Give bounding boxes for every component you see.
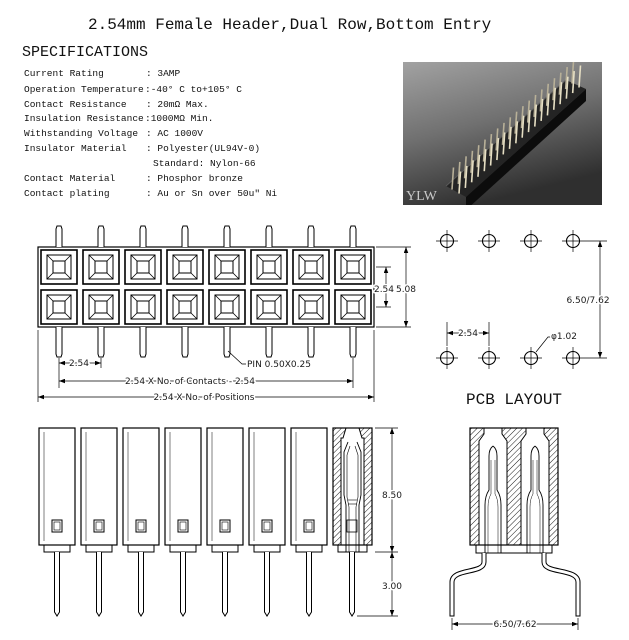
front-view-cell-opening [137, 301, 149, 313]
front-view-funnel-edge [47, 255, 53, 261]
end-view-pin-outline [544, 553, 578, 616]
side-view-housing [123, 428, 159, 545]
section-contact-inner [355, 446, 358, 552]
section-foot [338, 545, 367, 552]
side-view-housing-foot [170, 545, 196, 552]
front-view-drawing [38, 226, 411, 402]
front-view-funnel-edge [191, 313, 197, 319]
section-contact [357, 442, 361, 552]
front-view-funnel-edge [233, 313, 239, 319]
spec-value: : Phosphor bronze [146, 173, 243, 184]
front-view-funnel-edge [233, 273, 239, 279]
front-view-funnel-edge [299, 295, 305, 301]
front-view-cell-opening [95, 301, 107, 313]
front-view-funnel-edge [275, 255, 281, 261]
front-view-funnel-edge [341, 273, 347, 279]
front-view-funnel-edge [257, 295, 263, 301]
front-view-cell-opening [347, 301, 359, 313]
section-contact-inner [347, 446, 350, 552]
end-view-foot [476, 545, 552, 553]
front-view-funnel-edge [173, 313, 179, 319]
front-view-cell-opening [179, 261, 191, 273]
front-view-bottom-pin [224, 327, 230, 357]
side-view-housing-foot [86, 545, 112, 552]
end-view-drawing [450, 428, 581, 630]
front-view-cell-opening [221, 261, 233, 273]
pcb-pitch-label: 2.54 [457, 329, 479, 339]
front-view-funnel-edge [215, 255, 221, 261]
front-view-cell-opening [179, 301, 191, 313]
positions-length-label: 2.54 X No. of Positions [153, 393, 255, 403]
spec-label: Contact plating [24, 188, 110, 199]
end-view-contact-inner [537, 460, 540, 553]
spec-label: Insulator Material [24, 143, 127, 154]
total-width-label: 5.08 [395, 285, 417, 295]
front-view-funnel-edge [317, 295, 323, 301]
front-view-funnel-edge [65, 295, 71, 301]
front-view-top-pin [56, 226, 62, 247]
section-window [347, 520, 357, 532]
front-view-funnel-edge [149, 295, 155, 301]
end-view-pin-outline [452, 553, 484, 616]
section-pin [350, 552, 355, 616]
front-view-funnel-edge [359, 313, 365, 319]
front-view-funnel-edge [131, 295, 137, 301]
height-label: 8.50 [381, 491, 403, 501]
front-view-cell-opening [347, 261, 359, 273]
side-view-drawing [39, 428, 398, 616]
front-view-funnel-edge [317, 273, 323, 279]
front-view-funnel-edge [341, 313, 347, 319]
spec-label: Insulation Resistance [24, 113, 144, 124]
front-view-top-pin [182, 226, 188, 247]
front-view-top-pin [308, 226, 314, 247]
end-view-pin-body [544, 553, 578, 616]
front-view-top-pin [140, 226, 146, 247]
front-view-top-pin [266, 226, 272, 247]
front-view-funnel-edge [191, 273, 197, 279]
side-view-pin [307, 552, 312, 616]
front-view-funnel-edge [191, 255, 197, 261]
front-view-funnel-edge [107, 273, 113, 279]
hole-diameter-leader [536, 337, 551, 352]
front-view-funnel-edge [341, 295, 347, 301]
front-view-funnel-edge [65, 313, 71, 319]
spec-value: :1000MΩ Min. [145, 113, 214, 124]
front-view-funnel-edge [233, 255, 239, 261]
front-view-funnel-edge [173, 273, 179, 279]
spec-value: : 20mΩ Max. [146, 99, 209, 110]
front-view-cell-opening [263, 261, 275, 273]
pitch-label: 2.54 [68, 359, 90, 369]
spec-label: Withstanding Voltage [24, 128, 139, 139]
side-view-pin [223, 552, 228, 616]
front-view-funnel-edge [317, 313, 323, 319]
photo-watermark: YLW [406, 189, 437, 204]
front-view-cell-opening [263, 301, 275, 313]
side-view-housing [249, 428, 285, 545]
front-view-funnel-edge [215, 313, 221, 319]
front-view-funnel-edge [299, 273, 305, 279]
side-view-window-inner [264, 522, 270, 530]
front-view-cell-opening [53, 301, 65, 313]
front-view-funnel-edge [89, 255, 95, 261]
front-view-funnel-edge [257, 255, 263, 261]
side-view-window-inner [222, 522, 228, 530]
front-view-funnel-edge [131, 255, 137, 261]
front-view-cell-opening [305, 301, 317, 313]
pin-length-label: 3.00 [381, 582, 403, 592]
front-view-funnel-edge [47, 313, 53, 319]
front-view-funnel-edge [215, 295, 221, 301]
front-view-funnel-edge [149, 273, 155, 279]
product-photo [403, 62, 602, 211]
specifications [22, 44, 277, 199]
side-view-window-inner [138, 522, 144, 530]
front-view-funnel-edge [299, 313, 305, 319]
end-view-right-wall [544, 428, 558, 545]
front-view-funnel-edge [131, 313, 137, 319]
front-view-funnel-edge [173, 255, 179, 261]
spec-label: Contact Resistance [24, 99, 127, 110]
row-spacing-label: 6.50/7.62 [566, 296, 610, 306]
front-view-funnel-edge [359, 273, 365, 279]
front-view-bottom-pin [140, 327, 146, 357]
specifications-heading: SPECIFICATIONS [22, 44, 149, 61]
front-view-funnel-edge [47, 295, 53, 301]
hole-diameter-label: φ1.02 [551, 332, 577, 342]
front-view-funnel-edge [149, 313, 155, 319]
front-view-funnel-edge [257, 273, 263, 279]
front-view-funnel-edge [191, 295, 197, 301]
front-view-funnel-edge [89, 313, 95, 319]
end-view-contact-inner [530, 460, 533, 553]
front-view-funnel-edge [215, 273, 221, 279]
end-view-contact-inner [495, 460, 498, 553]
front-view-top-pin [98, 226, 104, 247]
side-view-pin [55, 552, 60, 616]
front-view-cell-opening [95, 261, 107, 273]
side-view-pin [97, 552, 102, 616]
front-view-funnel-edge [275, 313, 281, 319]
section-contact [344, 442, 348, 552]
front-view-top-pin [350, 226, 356, 247]
spec-value-continuation: Standard: Nylon-66 [153, 158, 256, 169]
side-view-window-inner [306, 522, 312, 530]
front-view-funnel-edge [359, 255, 365, 261]
front-view-bottom-pin [56, 327, 62, 357]
front-view-bottom-pin [266, 327, 272, 357]
front-view-body [38, 247, 374, 327]
front-view-funnel-edge [65, 273, 71, 279]
spec-label: Current Rating [24, 68, 104, 79]
side-view-window-inner [180, 522, 186, 530]
front-view-funnel-edge [173, 295, 179, 301]
front-view-funnel-edge [257, 313, 263, 319]
front-view-funnel-edge [149, 255, 155, 261]
front-view-funnel-edge [359, 295, 365, 301]
end-view-contact-inner [488, 460, 491, 553]
contacts-length-label: 2.54 X No. of Contacts - 2.54 [125, 377, 255, 387]
side-view-housing [39, 428, 75, 545]
spec-value: : 3AMP [146, 68, 181, 79]
front-view-bottom-pin [308, 327, 314, 357]
side-view-housing [207, 428, 243, 545]
side-view-housing [291, 428, 327, 545]
side-view-housing [81, 428, 117, 545]
spec-value: : Polyester(UL94V-0) [146, 143, 261, 154]
front-view-funnel-edge [275, 273, 281, 279]
side-view-housing-foot [254, 545, 280, 552]
spec-label: Operation Temperature [24, 84, 144, 95]
front-view-cell-opening [305, 261, 317, 273]
end-view-left-wall [470, 428, 484, 545]
end-view-center-wall [502, 428, 526, 545]
front-view-cell-opening [221, 301, 233, 313]
side-view-housing-foot [212, 545, 238, 552]
front-view-funnel-edge [233, 295, 239, 301]
side-view-housing [165, 428, 201, 545]
side-view-window-inner [96, 522, 102, 530]
front-view-funnel-edge [107, 313, 113, 319]
front-view-funnel-edge [299, 255, 305, 261]
front-view-cell-opening [137, 261, 149, 273]
side-view-pin [265, 552, 270, 616]
spec-value: :-40° C to+105° C [145, 84, 242, 95]
front-view-bottom-pin [182, 327, 188, 357]
page-title: 2.54mm Female Header,Dual Row,Bottom Entry [88, 16, 492, 34]
pin-spread-label: 6.50/7.62 [493, 620, 537, 630]
spec-value: : Au or Sn over 50u" Ni [146, 188, 278, 199]
front-view-funnel-edge [89, 295, 95, 301]
front-view-bottom-pin [98, 327, 104, 357]
side-view-housing-foot [44, 545, 70, 552]
front-view-funnel-edge [89, 273, 95, 279]
side-view-pin [181, 552, 186, 616]
side-view-pin [139, 552, 144, 616]
spec-value: : AC 1000V [146, 128, 204, 139]
front-view-funnel-edge [107, 255, 113, 261]
front-view-funnel-edge [107, 295, 113, 301]
front-view-funnel-edge [275, 295, 281, 301]
front-view-funnel-edge [65, 255, 71, 261]
side-view-housing-foot [296, 545, 322, 552]
spec-label: Contact Material [24, 173, 116, 184]
front-view-funnel-edge [317, 255, 323, 261]
pin-size-leader [228, 351, 246, 364]
pcb-layout-title: PCB LAYOUT [466, 391, 563, 409]
pin-size-label: PIN 0.50X0.25 [247, 360, 311, 370]
front-view-funnel-edge [131, 273, 137, 279]
front-view-top-pin [224, 226, 230, 247]
row-pitch-label: 2.54 [373, 285, 395, 295]
side-view-housing-foot [128, 545, 154, 552]
front-view-funnel-edge [47, 273, 53, 279]
front-view-cell-opening [53, 261, 65, 273]
front-view-funnel-edge [341, 255, 347, 261]
front-view-bottom-pin [350, 327, 356, 357]
end-view-pin-body [452, 553, 484, 616]
side-view-window-inner [54, 522, 60, 530]
